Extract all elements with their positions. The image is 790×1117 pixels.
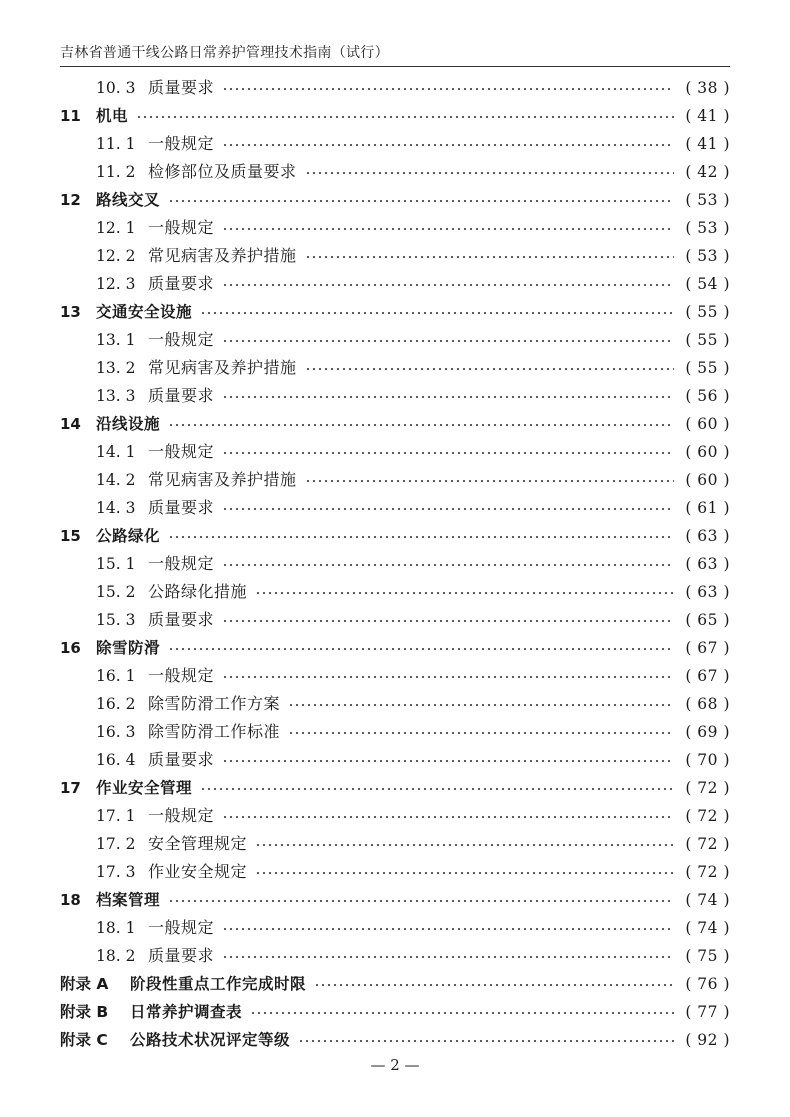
toc-entry-title: 常见病害及养护措施 bbox=[148, 246, 297, 265]
toc-entry-title: 一般规定 bbox=[148, 918, 215, 937]
toc-entry-title: 沿线设施 bbox=[96, 415, 161, 433]
toc-entry-page: ( 67 ) bbox=[685, 667, 730, 685]
toc-dot-leader bbox=[168, 900, 674, 902]
toc-dot-leader bbox=[288, 732, 674, 734]
toc-dot-leader bbox=[200, 788, 674, 790]
toc-dot-leader bbox=[222, 620, 674, 622]
header-divider bbox=[60, 66, 730, 67]
toc-entry-page: ( 55 ) bbox=[685, 359, 730, 377]
toc-entry-number: 16. 3 bbox=[96, 723, 136, 741]
toc-entry-number: 11. 1 bbox=[96, 135, 136, 153]
toc-entry-title: 阶段性重点工作完成时限 bbox=[130, 975, 307, 993]
page-number: — 2 — bbox=[370, 1056, 420, 1074]
toc-entry-title: 一般规定 bbox=[148, 666, 215, 685]
toc-section-entry[interactable] bbox=[60, 746, 730, 774]
toc-entry-title: 一般规定 bbox=[148, 218, 215, 237]
toc-entry-number: 附录 A bbox=[60, 975, 109, 993]
toc-entry-page: ( 38 ) bbox=[685, 79, 730, 97]
toc-section-entry[interactable] bbox=[60, 242, 730, 270]
toc-dot-leader bbox=[288, 704, 674, 706]
toc-dot-leader bbox=[168, 424, 674, 426]
toc-entry-title: 质量要求 bbox=[148, 78, 215, 97]
toc-dot-leader bbox=[305, 256, 674, 258]
toc-entry-number: 18 bbox=[60, 891, 81, 909]
toc-section-entry[interactable] bbox=[60, 326, 730, 354]
toc-entry-number: 12 bbox=[60, 191, 81, 209]
toc-chapter-entry[interactable] bbox=[60, 298, 730, 326]
toc-dot-leader bbox=[222, 452, 674, 454]
toc-entry-page: ( 53 ) bbox=[685, 191, 730, 209]
toc-entry-title: 公路绿化 bbox=[96, 527, 161, 545]
toc-dot-leader bbox=[222, 760, 674, 762]
toc-dot-leader bbox=[298, 1040, 674, 1042]
toc-entry-title: 检修部位及质量要求 bbox=[148, 162, 297, 181]
toc-entry-number: 15. 3 bbox=[96, 611, 136, 629]
toc-entry-number: 附录 B bbox=[60, 1003, 109, 1021]
toc-section-entry[interactable] bbox=[60, 270, 730, 298]
toc-entry-page: ( 53 ) bbox=[685, 247, 730, 265]
toc-entry-number: 13. 3 bbox=[96, 387, 136, 405]
toc-section-entry[interactable] bbox=[60, 662, 730, 690]
toc-entry-page: ( 75 ) bbox=[685, 947, 730, 965]
toc-section-entry[interactable] bbox=[60, 690, 730, 718]
toc-entry-page: ( 67 ) bbox=[685, 639, 730, 657]
toc-entry-number: 17. 3 bbox=[96, 863, 136, 881]
toc-entry-number: 12. 3 bbox=[96, 275, 136, 293]
toc-entry-title: 除雪防滑工作方案 bbox=[148, 694, 281, 713]
toc-dot-leader bbox=[222, 144, 674, 146]
toc-section-entry[interactable] bbox=[60, 74, 730, 102]
toc-entry-title: 质量要求 bbox=[148, 610, 215, 629]
toc-entry-number: 11. 2 bbox=[96, 163, 136, 181]
toc-entry-page: ( 77 ) bbox=[685, 1003, 730, 1021]
toc-entry-number: 12. 2 bbox=[96, 247, 136, 265]
toc-entry-number: 11 bbox=[60, 107, 81, 125]
toc-entry-title: 公路技术状况评定等级 bbox=[130, 1031, 291, 1049]
toc-dot-leader bbox=[305, 368, 674, 370]
toc-chapter-entry[interactable] bbox=[60, 102, 730, 130]
toc-entry-number: 15. 2 bbox=[96, 583, 136, 601]
toc-section-entry[interactable] bbox=[60, 578, 730, 606]
toc-entry-title: 交通安全设施 bbox=[96, 303, 193, 321]
toc-dot-leader bbox=[305, 480, 674, 482]
toc-entry-number: 12. 1 bbox=[96, 219, 136, 237]
toc-entry-page: ( 41 ) bbox=[685, 135, 730, 153]
toc-appendix-entry[interactable] bbox=[60, 970, 730, 998]
toc-entry-page: ( 68 ) bbox=[685, 695, 730, 713]
toc-entry-number: 16. 1 bbox=[96, 667, 136, 685]
toc-entry-page: ( 72 ) bbox=[685, 863, 730, 881]
toc-entry-number: 15 bbox=[60, 527, 81, 545]
running-header bbox=[60, 40, 730, 66]
toc-entry-title: 除雪防滑工作标准 bbox=[148, 722, 281, 741]
toc-entry-page: ( 54 ) bbox=[685, 275, 730, 293]
toc-entry-page: ( 74 ) bbox=[685, 891, 730, 909]
toc-entry-title: 一般规定 bbox=[148, 330, 215, 349]
toc-entry-number: 16. 4 bbox=[96, 751, 136, 769]
toc-dot-leader bbox=[222, 88, 674, 90]
toc-entry-number: 13. 2 bbox=[96, 359, 136, 377]
toc-entry-page: ( 56 ) bbox=[685, 387, 730, 405]
toc-entry-page: ( 63 ) bbox=[685, 527, 730, 545]
toc-entry-title: 质量要求 bbox=[148, 498, 215, 517]
toc-dot-leader bbox=[305, 172, 674, 174]
toc-entry-number: 13 bbox=[60, 303, 81, 321]
toc-entry-title: 一般规定 bbox=[148, 806, 215, 825]
toc-entry-page: ( 53 ) bbox=[685, 219, 730, 237]
toc-entry-title: 一般规定 bbox=[148, 554, 215, 573]
toc-chapter-entry[interactable] bbox=[60, 522, 730, 550]
toc-entry-page: ( 61 ) bbox=[685, 499, 730, 517]
toc-section-entry[interactable] bbox=[60, 438, 730, 466]
toc-section-entry[interactable] bbox=[60, 802, 730, 830]
toc-entry-page: ( 63 ) bbox=[685, 555, 730, 573]
toc-entry-page: ( 55 ) bbox=[685, 303, 730, 321]
toc-dot-leader bbox=[255, 872, 674, 874]
toc-section-entry[interactable] bbox=[60, 606, 730, 634]
toc-entry-page: ( 69 ) bbox=[685, 723, 730, 741]
toc-section-entry[interactable] bbox=[60, 942, 730, 970]
toc-appendix-entry[interactable] bbox=[60, 1026, 730, 1054]
toc-entry-number: 10. 3 bbox=[96, 79, 136, 97]
toc-entry-page: ( 60 ) bbox=[685, 443, 730, 461]
toc-entry-title: 常见病害及养护措施 bbox=[148, 470, 297, 489]
toc-chapter-entry[interactable] bbox=[60, 634, 730, 662]
toc-dot-leader bbox=[200, 312, 674, 314]
toc-section-entry[interactable] bbox=[60, 130, 730, 158]
toc-entry-title: 质量要求 bbox=[148, 750, 215, 769]
toc-entry-title: 一般规定 bbox=[148, 442, 215, 461]
toc-section-entry[interactable] bbox=[60, 550, 730, 578]
toc-section-entry[interactable] bbox=[60, 466, 730, 494]
toc-entry-page: ( 55 ) bbox=[685, 331, 730, 349]
toc-dot-leader bbox=[222, 676, 674, 678]
toc-entry-number: 附录 C bbox=[60, 1031, 108, 1049]
toc-section-entry[interactable] bbox=[60, 354, 730, 382]
toc-entry-number: 14. 2 bbox=[96, 471, 136, 489]
toc-entry-number: 17 bbox=[60, 779, 81, 797]
toc-entry-number: 15. 1 bbox=[96, 555, 136, 573]
header-title: 吉林省普通干线公路日常养护管理技术指南（试行） bbox=[60, 45, 389, 61]
toc-entry-number: 18. 2 bbox=[96, 947, 136, 965]
toc-entry-page: ( 70 ) bbox=[685, 751, 730, 769]
toc-dot-leader bbox=[136, 116, 674, 118]
toc-entry-title: 作业安全管理 bbox=[96, 779, 193, 797]
toc-entry-title: 路线交叉 bbox=[96, 191, 161, 209]
toc-chapter-entry[interactable] bbox=[60, 186, 730, 214]
toc-dot-leader bbox=[250, 1012, 674, 1014]
toc-entry-title: 质量要求 bbox=[148, 274, 215, 293]
toc-entry-page: ( 60 ) bbox=[685, 471, 730, 489]
toc-entry-title: 质量要求 bbox=[148, 386, 215, 405]
toc-entry-title: 常见病害及养护措施 bbox=[148, 358, 297, 377]
toc-entry-title: 日常养护调查表 bbox=[130, 1003, 243, 1021]
toc-dot-leader bbox=[314, 984, 674, 986]
toc-entry-number: 14 bbox=[60, 415, 81, 433]
toc-entry-title: 除雪防滑 bbox=[96, 639, 161, 657]
toc-entry-page: ( 72 ) bbox=[685, 807, 730, 825]
toc-entry-number: 14. 1 bbox=[96, 443, 136, 461]
toc-entry-number: 18. 1 bbox=[96, 919, 136, 937]
toc-dot-leader bbox=[222, 508, 674, 510]
toc-dot-leader bbox=[222, 396, 674, 398]
toc-chapter-entry[interactable] bbox=[60, 774, 730, 802]
toc-entry-page: ( 76 ) bbox=[685, 975, 730, 993]
toc-dot-leader bbox=[222, 340, 674, 342]
toc-appendix-entry[interactable] bbox=[60, 998, 730, 1026]
toc-entry-title: 质量要求 bbox=[148, 946, 215, 965]
toc-dot-leader bbox=[222, 228, 674, 230]
toc-entry-page: ( 74 ) bbox=[685, 919, 730, 937]
toc-dot-leader bbox=[255, 844, 674, 846]
toc-section-entry[interactable] bbox=[60, 830, 730, 858]
toc-section-entry[interactable] bbox=[60, 494, 730, 522]
toc-section-entry[interactable] bbox=[60, 858, 730, 886]
toc-entry-page: ( 65 ) bbox=[685, 611, 730, 629]
toc-dot-leader bbox=[168, 536, 674, 538]
toc-entry-page: ( 60 ) bbox=[685, 415, 730, 433]
toc-dot-leader bbox=[255, 592, 674, 594]
table-of-contents bbox=[60, 74, 730, 1054]
toc-entry-number: 13. 1 bbox=[96, 331, 136, 349]
toc-entry-number: 17. 1 bbox=[96, 807, 136, 825]
toc-section-entry[interactable] bbox=[60, 214, 730, 242]
toc-entry-title: 公路绿化措施 bbox=[148, 582, 248, 601]
toc-dot-leader bbox=[222, 928, 674, 930]
toc-dot-leader bbox=[168, 648, 674, 650]
toc-entry-page: ( 42 ) bbox=[685, 163, 730, 181]
toc-section-entry[interactable] bbox=[60, 158, 730, 186]
toc-entry-number: 16. 2 bbox=[96, 695, 136, 713]
toc-dot-leader bbox=[222, 284, 674, 286]
toc-entry-page: ( 72 ) bbox=[685, 835, 730, 853]
toc-chapter-entry[interactable] bbox=[60, 886, 730, 914]
toc-chapter-entry[interactable] bbox=[60, 410, 730, 438]
toc-section-entry[interactable] bbox=[60, 718, 730, 746]
toc-entry-page: ( 41 ) bbox=[685, 107, 730, 125]
toc-entry-number: 16 bbox=[60, 639, 81, 657]
toc-entry-page: ( 63 ) bbox=[685, 583, 730, 601]
toc-entry-title: 档案管理 bbox=[96, 891, 161, 909]
toc-entry-page: ( 72 ) bbox=[685, 779, 730, 797]
toc-dot-leader bbox=[222, 816, 674, 818]
toc-section-entry[interactable] bbox=[60, 914, 730, 942]
toc-entry-number: 17. 2 bbox=[96, 835, 136, 853]
toc-dot-leader bbox=[222, 564, 674, 566]
toc-entry-title: 机电 bbox=[96, 107, 129, 125]
toc-dot-leader bbox=[168, 200, 674, 202]
toc-entry-number: 14. 3 bbox=[96, 499, 136, 517]
toc-entry-title: 安全管理规定 bbox=[148, 834, 248, 853]
toc-entry-page: ( 92 ) bbox=[685, 1031, 730, 1049]
toc-entry-title: 一般规定 bbox=[148, 134, 215, 153]
toc-entry-title: 作业安全规定 bbox=[148, 862, 248, 881]
toc-dot-leader bbox=[222, 956, 674, 958]
toc-section-entry[interactable] bbox=[60, 382, 730, 410]
